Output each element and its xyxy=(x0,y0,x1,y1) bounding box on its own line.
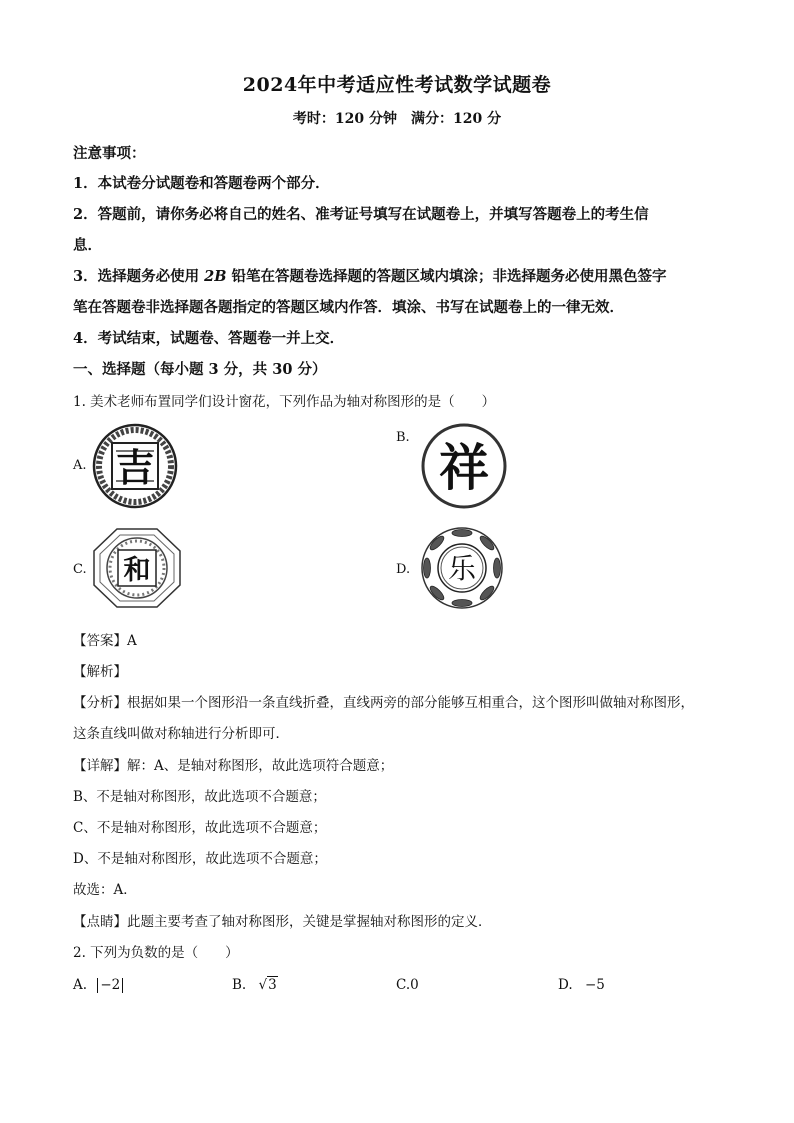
q1-analysis-text-cont: 这条直线叫做对称轴进行分析即可． xyxy=(73,726,289,742)
q1-option-c-label: C. xyxy=(73,562,87,577)
q2-option-d-label: D. xyxy=(558,977,573,993)
q1-option-d-figure xyxy=(418,527,506,609)
q2-option-d xyxy=(558,977,605,993)
q1-detail-d: D、不是轴对称图形，故此选项不合题意； xyxy=(73,851,327,867)
notice-item-4: 4．考试结束，试题卷、答题卷一并上交． xyxy=(73,330,345,347)
notice-item-3-cont: 笔在答题卷非选择题各题指定的答题区域内作答．填涂、书写在试题卷上的一律无效． xyxy=(73,299,624,316)
q2-option-c xyxy=(396,977,419,993)
q2-option-c-value: 0 xyxy=(410,977,419,993)
section-heading-choice: 一、选择题（每小题 3 分，共 30 分） xyxy=(73,361,327,378)
sqrt-icon: √ xyxy=(258,977,268,993)
q1-option-d-label: D. xyxy=(396,562,411,577)
q1-option-c-figure xyxy=(92,527,182,609)
q2-stem: 2. 下列为负数的是（ ） xyxy=(73,945,239,961)
q2-option-b-value: 3 xyxy=(268,977,277,993)
q2-option-d-value: −5 xyxy=(584,977,605,993)
q1-option-b-label: B. xyxy=(396,430,410,445)
q1-key-point: 【点睛】此题主要考查了轴对称图形，关键是掌握轴对称图形的定义． xyxy=(73,914,492,930)
q1-choice: 故选：A． xyxy=(73,882,137,898)
q1-option-a-char: 吉 xyxy=(115,446,155,490)
q1-analysis-heading: 【解析】 xyxy=(73,664,127,680)
notice-item-1: 1．本试卷分试题卷和答题卷两个部分． xyxy=(73,175,330,192)
page-title: 2024年中考适应性考试数学试题卷 xyxy=(242,74,552,96)
q1-analysis-text: 【分析】根据如果一个图形沿一条直线折叠，直线两旁的部分能够互相重合，这个图形叫做轴对称图形， xyxy=(73,695,694,711)
q1-option-b-figure xyxy=(418,423,510,509)
q1-option-b-char: 祥 xyxy=(439,438,489,497)
notice-item-2: 2．答题前，请你务必将自己的姓名、准考证号填写在试题卷上，并填写答题卷上的考生信 xyxy=(73,206,649,223)
notice-item-3-post: 铅笔在答题卷选择题的答题区域内填涂；非选择题务必使用黑色签字 xyxy=(226,268,667,285)
notice-item-3-pre: 3．选择题务必使用 xyxy=(73,268,205,285)
q2-option-a-value: −2 xyxy=(100,977,121,993)
pencil-grade: 2B xyxy=(204,268,227,285)
q2-option-b xyxy=(232,977,278,993)
q1-stem: 1. 美术老师布置同学们设计窗花，下列作品为轴对称图形的是（ ） xyxy=(73,394,496,410)
q2-option-a-label: A. xyxy=(73,977,88,993)
q1-detail-a: 【详解】解：A、是轴对称图形，故此选项符合题意； xyxy=(73,758,394,774)
exam-time-score: 考时：120 分钟 满分：120 分 xyxy=(292,111,502,127)
q2-option-b-label: B. xyxy=(232,977,247,993)
q1-detail-b: B、不是轴对称图形，故此选项不合题意； xyxy=(73,789,326,805)
q1-option-a-label: A. xyxy=(73,458,87,473)
notice-item-3 xyxy=(73,265,667,286)
notice-item-2-cont: 息． xyxy=(73,237,102,254)
q1-answer: 【答案】A xyxy=(73,633,137,649)
notice-heading: 注意事项： xyxy=(73,145,146,162)
q2-option-a xyxy=(73,977,123,993)
q1-detail-c: C、不是轴对称图形，故此选项不合题意； xyxy=(73,820,327,836)
absolute-value-bars xyxy=(97,978,123,993)
q1-option-a-figure xyxy=(92,423,178,509)
q2-option-c-label: C. xyxy=(396,977,411,993)
q1-option-d-char: 乐 xyxy=(447,552,477,585)
q1-option-c-char: 和 xyxy=(123,555,151,586)
